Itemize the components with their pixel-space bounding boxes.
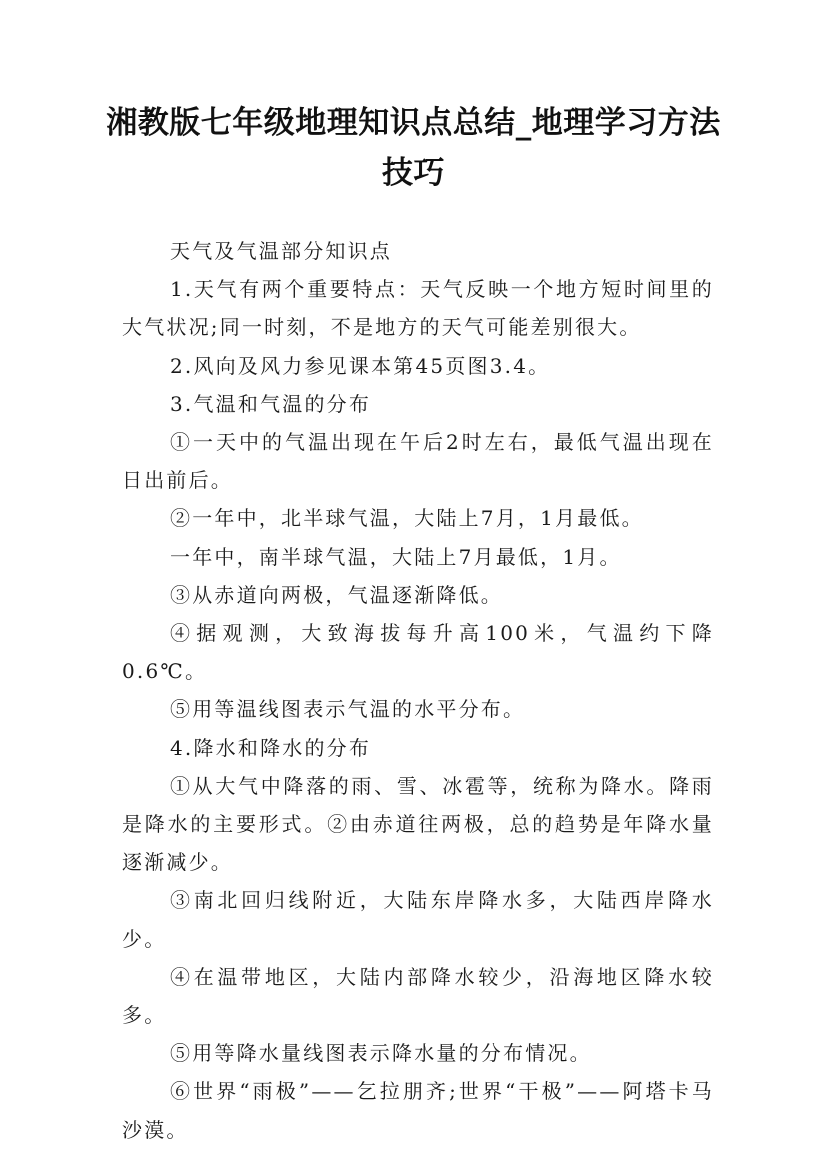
subheading-temperature-distribution: 3.气温和气温的分布 <box>170 391 372 416</box>
paragraph-northern-hemisphere: ②一年中，北半球气温，大陆上7月，1月最低。 <box>170 506 644 531</box>
paragraph-altitude-temperature: ④据观测，大致海拔每升高100米，气温约下降0.6℃。 <box>122 621 714 684</box>
document-body <box>122 232 714 1149</box>
section-heading-weather-temperature: 天气及气温部分知识点 <box>170 239 392 263</box>
paragraph-southern-hemisphere: 一年中，南半球气温，大陆上7月最低，1月。 <box>170 544 622 569</box>
paragraph-temperate-zone: ④在温带地区，大陆内部降水较少，沿海地区降水较多。 <box>122 964 714 1028</box>
subheading-precipitation-distribution: 4.降水和降水的分布 <box>170 735 372 760</box>
paragraph-weather-features: 1.天气有两个重要特点：天气反映一个地方短时间里的大气状况;同一时刻，不是地方的天气可能差别很大。 <box>122 277 714 340</box>
paragraph-precipitation-definition: ①从大气中降落的雨、雪、冰雹等，统称为降水。降雨是降水的主要形式。②由赤道往两极，总的趋势是年降水量逐渐减少。 <box>122 773 714 875</box>
paragraph-tropics-coasts: ③南北回归线附近，大陆东岸降水多，大陆西岸降水少。 <box>122 888 714 951</box>
paragraph-equator-to-poles: ③从赤道向两极，气温逐渐降低。 <box>170 582 503 607</box>
paragraph-isotherm-map: ⑤用等温线图表示气温的水平分布。 <box>170 697 526 722</box>
document-title: 湘教版七年级地理知识点总结_地理学习方法技巧 <box>106 105 721 191</box>
paragraph-isohyet-map: ⑤用等降水量线图表示降水量的分布情况。 <box>170 1041 592 1066</box>
paragraph-wind-direction: 2.风向及风力参见课本第45页图3.4。 <box>170 353 551 378</box>
paragraph-rain-dry-poles: ⑥世界“雨极”——乞拉朋齐;世界“干极”——阿塔卡马沙漠。 <box>122 1079 714 1142</box>
paragraph-daily-temperature: ①一天中的气温出现在午后2时左右，最低气温出现在日出前后。 <box>122 430 714 493</box>
